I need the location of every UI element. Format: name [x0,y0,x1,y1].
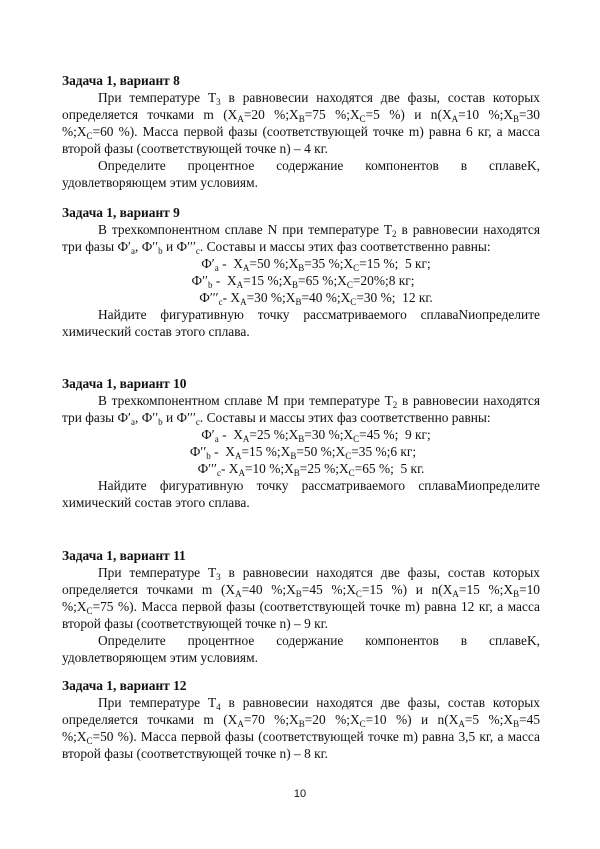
problem-condition: В трехкомпонентном сплаве M при температуре $T_2$ в равновесии находятся три фазы $Ф'_a$, $Ф''_b$ и $Ф'''_c$. Составы и массы этих фаз соответственно равны: [62,393,540,427]
phase-line: $Ф''_b - X_A=15$ $\%;X_B=50$ $\%;X_C=35$ %;6 кг; [189,444,417,461]
problem-condition: В трехкомпонентном сплаве N при температуре $T_2$ в равновесии находятся три фазы $Ф'_a$, $Ф''_b$ и $Ф'''_c$. Составы и массы этих фаз соответственно равны: [62,222,540,256]
problem-title: Задача 1, вариант 8 [62,73,180,88]
problem-variant-9 [62,204,540,340]
problem-condition: При температуре $T_3$ в равновесии находятся две фазы, состав которых определяется точками m ($X_A=20$ $\%;X_B=75$ $\%;X_C=5$ %) и $n(X_A=10$ $\%;X_B=30$ $\%;X_C=60$ %). Масса первой фазы (соответствующей точке m) равна 6 кг, а масса второй фазы (соответствующей точке n) – 4 кг. [62,90,540,156]
phase-line: $Ф'''_c-$ $X_A=10$ $\%;X_B=25$ $\%;X_C=65$ %; 5 кг. [197,461,425,478]
problem-question: Найдите фигуративную точку рассматриваемого сплаваNиопределите химический состав этого сплава. [62,307,540,339]
problem-variant-10 [62,375,540,511]
phase-line: $Ф'_a - X_A=50$ $\%;X_B=35$ $\%;X_C=15$ %; 5 кг; [201,256,431,273]
problem-condition: При температуре $T_4$ в равновесии находятся две фазы, состав которых определяется точками m ($X_A=70$ $\%;X_B=20$ $\%;X_C=10$ %) и $n(X_A=5$ $\%;X_B=45$ $\%;X_C=50$ %). Масса первой фазы (соответствующей точке m) равна 3,5 кг, а масса второй фазы (соответствующей точке n) – 8 кг. [62,695,541,761]
phase-line: $Ф''_b - X_A=15$ $\%;X_B=65$ $\%;X_C=20\%;8$ кг; [191,273,415,290]
phase-line: $Ф'_a - X_A=25$ $\%;X_B=30$ $\%;X_C=45$ %; 9 кг; [201,427,431,444]
problem-title: Задача 1, вариант 9 [62,205,180,220]
problem-title: Задача 1, вариант 10 [62,376,187,391]
problem-variant-12 [62,677,540,762]
phase-line: $Ф'''_c-$ $X_A=30$ $\%;X_B=40$ $\%;X_C=30$ %; 12 кг. [199,290,433,307]
problem-question: Найдите фигуративную точку рассматриваемого сплаваMиопределите химический состав этого сплава. [62,478,540,510]
problem-question: Определите процентное содержание компонентов в сплавеK, удовлетворяющем этим условиям. [62,633,540,665]
problem-title: Задача 1, вариант 12 [62,678,187,693]
page-number: 10 [293,788,307,800]
problem-question: Определите процентное содержание компонентов в сплавеK, удовлетворяющем этим условиям. [62,158,540,190]
problem-title: Задача 1, вариант 11 [62,548,186,563]
problem-variant-8 [62,72,540,191]
problem-condition: При температуре $T_3$ в равновесии находятся две фазы, состав которых определяется точками m ($X_A=40$ $\%;X_B=45$ $\%;X_C=15$ %) и $n(X_A=15$ $\%;X_B=10$ $\%;X_C=75$ %). Масса первой фазы (соответствующей точке m) равна 12 кг, а масса второй фазы (соответствующей точке n) – 9 кг. [62,565,541,631]
problem-variant-11 [62,547,540,666]
